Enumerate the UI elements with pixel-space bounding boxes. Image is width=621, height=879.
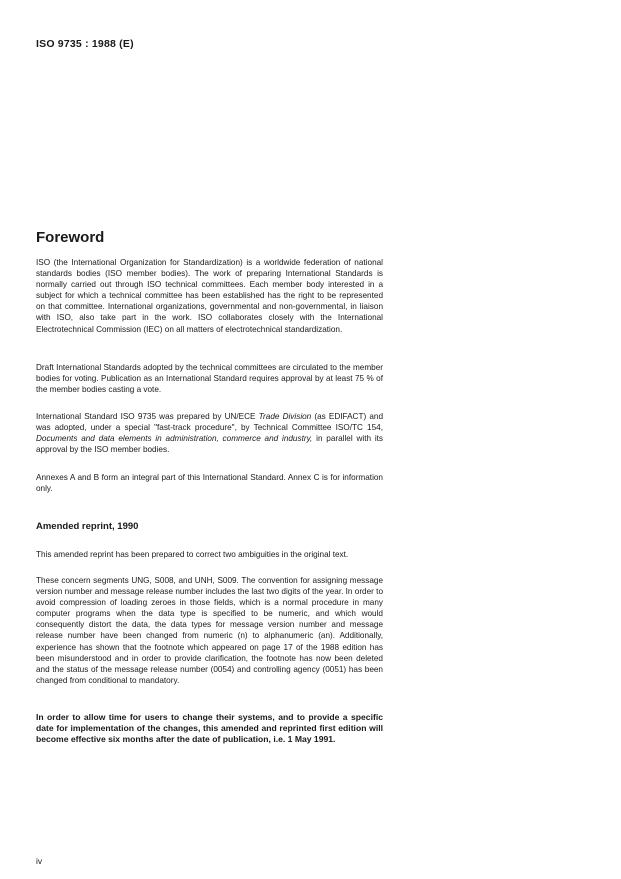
amended-reprint-heading: Amended reprint, 1990	[36, 521, 139, 532]
amended-paragraph-3: In order to allow time for users to change their systems, and to provide a specific date for implementation of the changes, this amended and reprinted first edition will become effective six months after the date of publication, i.e. 1 May 1991.	[36, 712, 383, 745]
amended-paragraph-2: These concern segments UNG, S008, and UNH, S009. The convention for assigning message version number and message release number includes the last two digits of the year. In order to avoid compression of loading zeroes in those fields, which is a normal procedure in many computer programs when the data type is specified to be numeric, and which would consequently distort the data, the data types for message version number and message release number have been changed from numeric (n) to alphanumeric (an). Additionally, experience has shown that the footnote which appeared on page 17 of the 1988 edition has been misunderstood and in order to provide clarification, the footnote has now been deleted and the status of the message release number (0054) and controlling agency (0051) has been changed from conditional to mandatory.	[36, 576, 383, 685]
foreword-heading: Foreword	[36, 229, 105, 246]
foreword-paragraph-3	[36, 411, 383, 455]
document-header: ISO 9735 : 1988 (E)	[36, 38, 134, 50]
p3-committee-title: Documents and data elements in administration, commerce and industry,	[36, 434, 313, 444]
p3-start-text: International Standard ISO 9735 was prepared by UN/ECE	[36, 412, 259, 421]
foreword-paragraph-4: Annexes A and B form an integral part of this International Standard. Annex C is for information only.	[36, 473, 383, 494]
p3-end-text: in parallel with its approval by the ISO member bodies.	[36, 434, 384, 455]
foreword-paragraph-1: ISO (the International Organization for Standardization) is a worldwide federation of national standards bodies (ISO member bodies). The work of preparing International Standards is normally carried out through ISO technical committees. Each member body interested in a subject for which a technical committee has been established has the right to be represented on that committee. International organizations, governmental and non-governmental, in liaison with ISO, also take part in the work. ISO collaborates closely with the International Electrotechnical Commission (IEC) on all matters of electrotechnical standardization.	[36, 258, 383, 334]
p3-mid-text: (as EDIFACT) and was adopted, under a special "fast-track procedure", by Technical Committee ISO/TC 154,	[36, 412, 384, 433]
amended-paragraph-1: This amended reprint has been prepared to correct two ambiguities in the original text.	[36, 550, 349, 559]
page-number: iv	[36, 856, 43, 866]
foreword-paragraph-2: Draft International Standards adopted by the technical committees are circulated to the member bodies for voting. Publication as an International Standard requires approval by at least 75 % of the member bodies casting a vote.	[36, 363, 383, 395]
p3-trade-division: Trade Division	[258, 412, 312, 421]
